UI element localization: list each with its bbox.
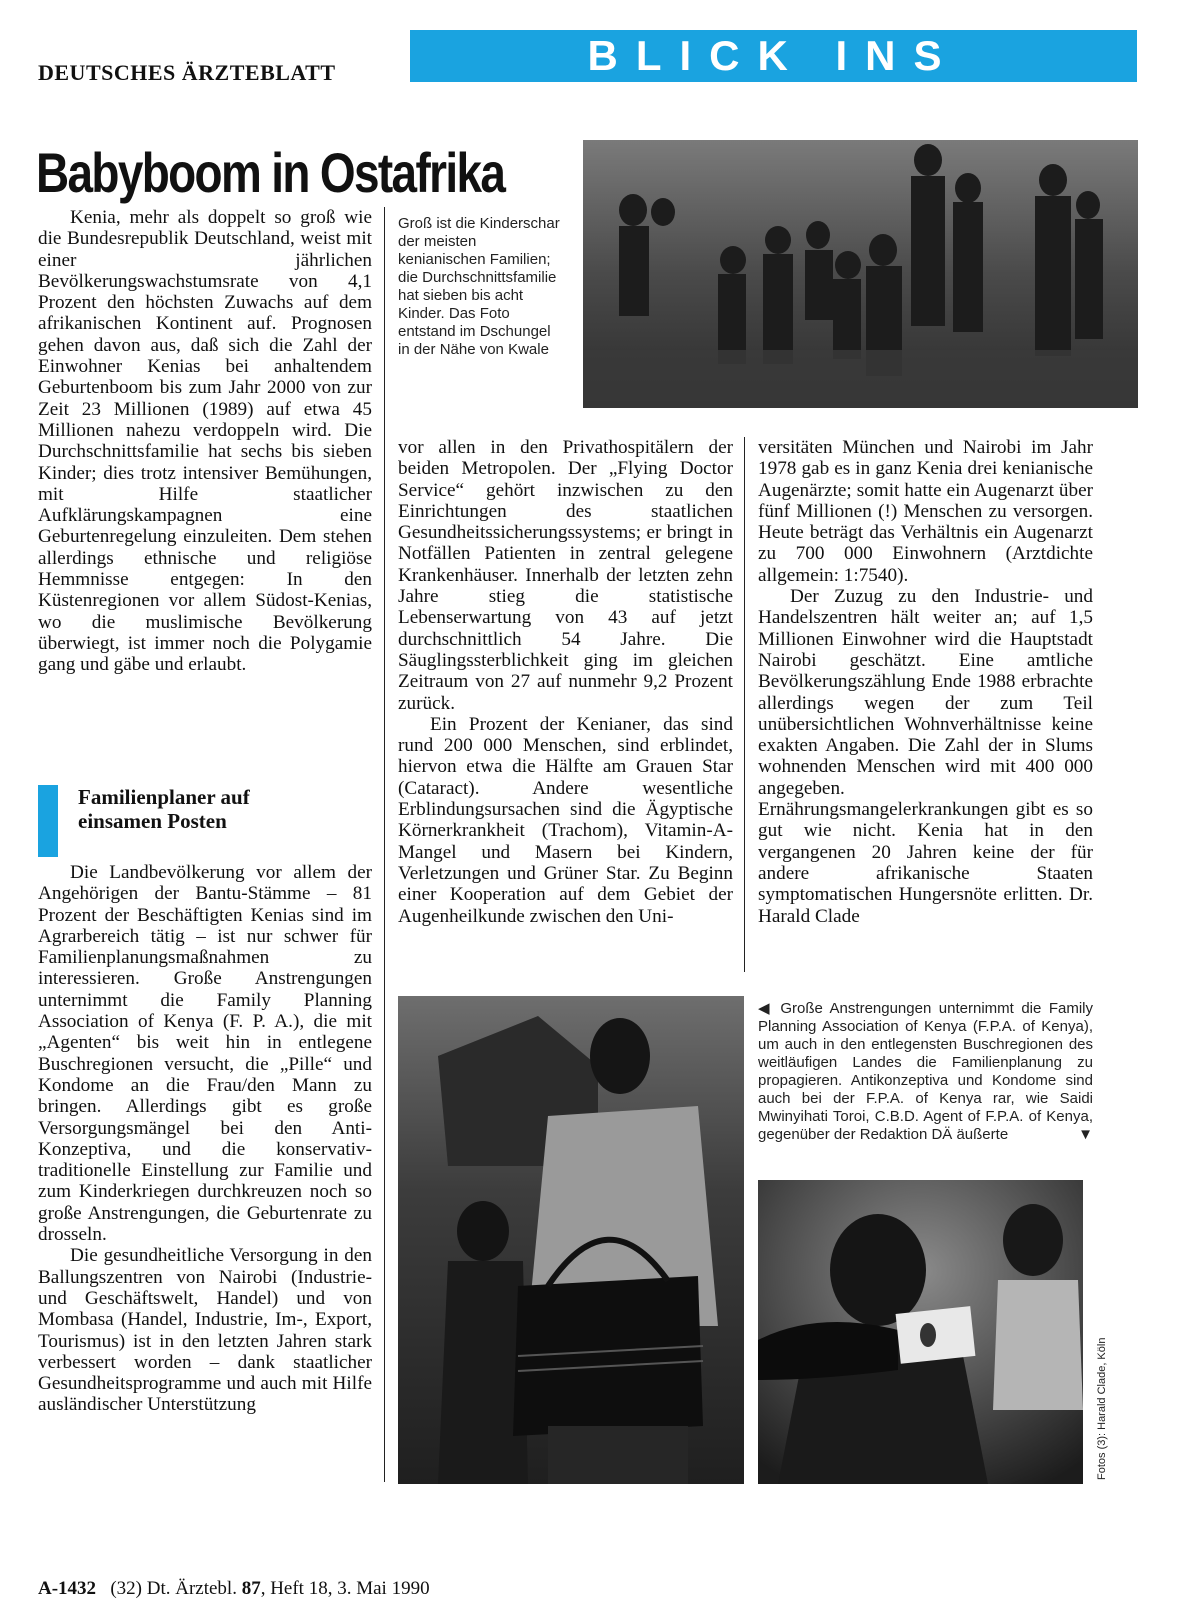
footer-issue: (32) Dt. Ärztebl. [110, 1578, 237, 1599]
paragraph-erblindung: Ein Prozent der Kenianer, das sind rund 200 000 Menschen, sind erblindet, hiervon etwa die Hälfte am Grauen Star (Cataract). Andere wesentliche Erblindungsursachen sind die Ägyptische Körnerkrankheit (Trachom), Vitamin-A-Mangel und Masern bei Kindern, Verletzungen und Grüner Star. Zu Beginn einer Kooperation auf dem Gebiet der Augenheilkunde zwischen den Uni- [398, 713, 733, 927]
author: Dr. Harald Clade [758, 884, 1093, 927]
photo-credit: Fotos (3): Harald Clade, Köln [1096, 1337, 1108, 1480]
caption-marker-down: ▼ [1078, 1126, 1093, 1143]
section-banner: BLICK INS AUSLAND [410, 30, 1137, 82]
photo-fpa-agent-image [398, 996, 744, 1484]
photo-child-contraceptive-image [758, 1180, 1083, 1484]
paragraph-zuzug [758, 586, 1093, 927]
subhead: Familienplaner auf einsamen Posten [78, 785, 250, 833]
photo-children-jungle [583, 140, 1138, 408]
paragraph-versorgung: Die gesundheitliche Versorgung in den Ballungszentren von Nairobi (Industrie- und Geschäftswelt, Handel) und von Mombasa (Handel, Industrie, Im-, Export, Tourismus) ist in den letzten Jahren stark verbessert worden – dank staatlicher Gesundheitsprogramme und auch mit Hilfe ausländischer Unterstützung [38, 1245, 372, 1416]
column-rule-1 [384, 207, 385, 1482]
caption-marker-left: ◀ [758, 1000, 773, 1017]
subhead-accent-bar [38, 785, 58, 857]
column-1-body [38, 862, 372, 1416]
article-title: Babyboom in Ostafrika [36, 141, 505, 204]
paragraph-privathospitaeler: vor allen in den Privathospitälern der beiden Metropolen. Der „Flying Doctor Service“ gehört inzwischen zu den Einrichtungen des staatlichen Gesundheitssicherungssystems; er bringt in Notfällen Patienten in zentral gelegene Krankenhäuser. Innerhalb der letzten zehn Jahre stieg die statistische Lebenserwartung von 43 auf jetzt durchschnittlich 54 Jahre. Die Säuglingssterblichkeit ging im gleichen Zeitraum von 27 auf nunmehr 9,2 Prozent zurück. [398, 437, 733, 714]
photo-children-jungle-image [583, 140, 1138, 408]
paragraph-landbevoelkerung: Die Landbevölkerung vor allem der Angehörigen der Bantu-Stämme – 81 Prozent der Beschäftigten Kenias sind im Agrarbereich tätig – ist nur schwer für Familienplanungsmaßnahmen zu interessieren. Große Anstrengungen unternimmt die Family Planning Association of Kenya (F. P. A.), die mit „Agenten“ bis weit hin in entlegene Buschregionen versucht, die „Pille“ und Kondome an die Frau/den Mann zu bringen. Allerdings gibt es große Versorgungsmängel bei den Anti-Konzeptiva, und die konservativ-traditionelle Einstellung zur Familie und zum Kinderkriegen durchkreuzen noch so große Anstrengungen, die Geburtenrate zu drosseln. [38, 862, 372, 1246]
footer-volume: 87 [241, 1578, 261, 1599]
masthead: DEUTSCHES ÄRZTEBLATT [38, 60, 336, 85]
footer-date: , Heft 18, 3. Mai 1990 [260, 1578, 430, 1599]
photo23-caption-text: Große Anstrengungen unternimmt die Family Planning Association of Kenya (F.P.A. of Kenya), um auch in den entlegensten Buschregionen des weitläufigen Landes die Familienplanung zu propagieren. Antikonzeptiva und Kondome sind auch bei der F.P.A. of Kenya rar, wie Saidi Mwinyihati Toroi, C.B.D. Agent of F.P.A. of Kenya, gegenüber der Redaktion DÄ äußerte [758, 1000, 1093, 1143]
footer-page: A-1432 [38, 1578, 97, 1599]
photo-child-contraceptive [758, 1180, 1083, 1484]
column-2 [398, 437, 733, 927]
paragraph-augenaerzte: versitäten München und Nairobi im Jahr 1978 gab es in ganz Kenia drei kenianische Augenärzte; somit hatte ein Augenarzt über fünf Millionen (!) Menschen zu versorgen. Heute beträgt das Verhältnis ein Augenarzt zu 700 000 Einwohnern (Arztdichte allgemein: 1:7540). [758, 437, 1093, 586]
footer [38, 1578, 430, 1600]
photo23-caption [758, 1000, 1093, 1144]
intro-paragraph: Kenia, mehr als doppelt so groß wie die Bundesrepublik Deutschland, weist mit einer jährlichen Bevölkerungswachstumsrate von 4,1 Prozent den höchsten Zuwachs auf dem afrikanischen Kontinent auf. Prognosen gehen davon aus, daß sich die Zahl der Einwohner Kenias bei anhaltendem Geburtenboom bis zum Jahr 2000 von zur Zeit 23 Millionen (1989) auf etwa 45 Millionen nahezu verdoppeln wird. Die Durchschnittsfamilie hat sechs bis sieben Kinder; dies trotz intensiver Bemühungen, mit Hilfe staatlicher Aufklärungskampagnen eine Geburtenregelung einzuleiten. Dem stehen allerdings ethnische und religiöse Hemmnisse entgegen: In den Küstenregionen vor allem Südost-Kenias, wo die muslimische Bevölkerung überwiegt, ist immer noch die Polygamie gang und gäbe und erlaubt. [38, 207, 372, 676]
column-3 [758, 437, 1093, 927]
paragraph-zuzug-text: Der Zuzug zu den Industrie- und Handelszentren hält weiter an; auf 1,5 Millionen Einwohner wird die Hauptstadt Nairobi geschätzt. Eine amtliche Bevölkerungszählung Ende 1988 erbrachte allerdings wegen der zum Teil unübersichtlichen Wohnverhältnisse keine exakten Angaben. Die Zahl der in Slums wohnenden Menschen wird mit 400 000 angegeben. Ernährungsmangelerkrankungen gibt es so gut wie nicht. Kenia hat in den vergangenen 20 Jahren keine der für andere afrikanische Staaten symptomatischen Hungersnöte erlitten. [758, 586, 1093, 906]
column-1-intro [38, 207, 372, 676]
photo-fpa-agent [398, 996, 744, 1484]
photo1-caption: Groß ist die Kinderschar der meisten kenianischen Familien; die Durchschnittsfamilie hat sieben bis acht Kinder. Das Foto entstand im Dschungel in der Nähe von Kwale [398, 215, 560, 358]
column-rule-2 [744, 437, 745, 972]
